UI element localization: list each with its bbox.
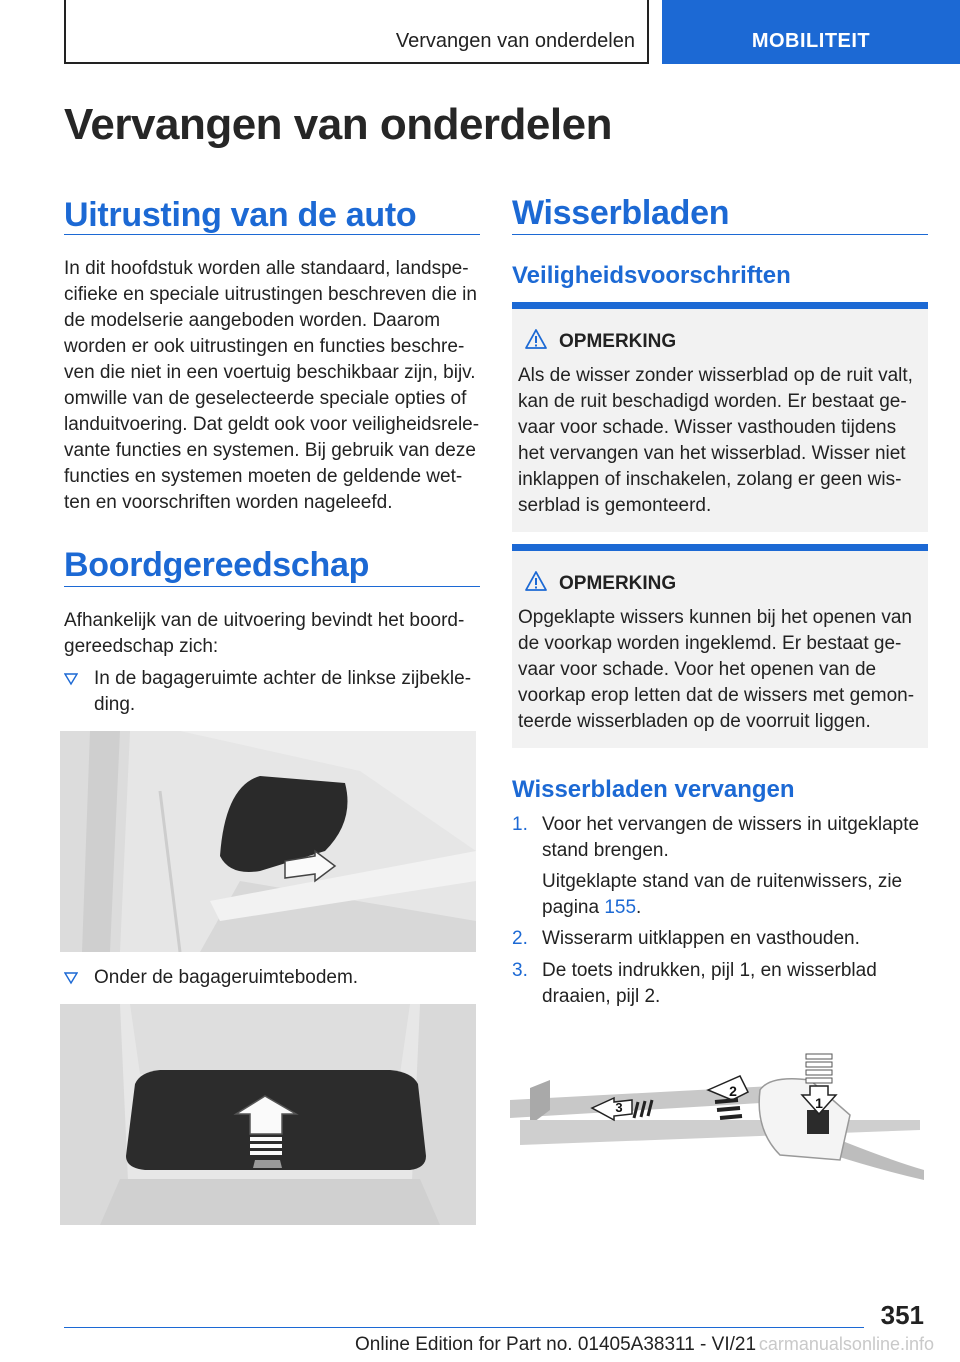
watermark: carmanualsonline.info xyxy=(758,1334,934,1354)
text-line: omwille van de geselecteerde speciale opties of xyxy=(64,388,467,409)
boot-side-panel-image xyxy=(60,731,476,952)
text-line: cifieke en speciale uitrustingen beschreven die in xyxy=(64,284,477,305)
text-line: functies en systemen moeten de geldende wet- xyxy=(64,466,463,487)
text-line: In dit hoofdstuk worden alle standaard, landspe- xyxy=(64,258,469,279)
warning-icon xyxy=(524,328,548,350)
text-line: Wisserarm uitklappen en vasthouden. xyxy=(542,928,860,949)
notice-label: OPMERKING xyxy=(559,331,677,352)
text-line: teerde wisserbladen op de voorruit liggen. xyxy=(518,711,871,732)
text-line: serblad is gemonteerd. xyxy=(518,495,712,516)
text-line: worden er ook uitrustingen en functies beschre- xyxy=(64,336,465,357)
footer-rule xyxy=(64,1327,864,1328)
page-reference-link[interactable]: 155 xyxy=(604,897,637,918)
arrow-label-1: 1 xyxy=(815,1095,823,1111)
subsection-title-veiligheid: Veiligheidsvoorschriften xyxy=(512,262,791,289)
page-title: Vervangen van onderdelen xyxy=(64,100,612,149)
section-title-wisserbladen: Wisserbladen xyxy=(512,194,730,232)
text-line: Als de wisser zonder wisserblad op de ruit valt, xyxy=(518,365,913,386)
list-item-bullet-1 xyxy=(64,666,484,718)
header-chapter-label: MOBILITEIT xyxy=(751,30,871,52)
text-segment: . xyxy=(636,897,642,918)
section-rule xyxy=(64,234,480,235)
step-number: 3. xyxy=(512,960,528,981)
text-line: Onder de bagageruimtebodem. xyxy=(94,967,359,988)
step-1 xyxy=(512,812,928,864)
text-line: De toets indrukken, pijl 1, en wisserblad xyxy=(542,960,877,981)
triangle-bullet-icon xyxy=(64,666,78,692)
warning-icon xyxy=(524,570,548,592)
text-line xyxy=(542,895,928,921)
notice-box-1 xyxy=(512,302,928,532)
text-line: Voor het vervangen de wissers in uitgeklapte xyxy=(542,814,920,835)
text-line: de modelserie aangeboden worden. Daarom xyxy=(64,310,441,331)
edition-text: Online Edition for Part no. 01405A38311 - VI/21 xyxy=(355,1334,757,1355)
step-2 xyxy=(512,926,928,952)
text-line: Afhankelijk van de uitvoering bevindt het boord- xyxy=(64,610,465,631)
text-line: ten en voorschriften worden nageleefd. xyxy=(64,492,393,513)
list-item-bullet-2 xyxy=(64,965,484,991)
paragraph-boordgereedschap xyxy=(64,608,484,660)
text-line: het vervangen van het wisserblad. Wisser niet xyxy=(518,443,906,464)
text-line: ven die niet in een voertuig beschikbaar zijn, bijv. xyxy=(64,362,476,383)
paragraph-uitrusting xyxy=(64,256,484,516)
text-line: ding. xyxy=(94,694,136,715)
page-number: 351 xyxy=(880,1300,924,1330)
text-line: inklappen of inschakelen, zolang er geen wis- xyxy=(518,469,902,490)
text-line: voorkap erop letten dat de wissers met gemon- xyxy=(518,685,915,706)
notice-label: OPMERKING xyxy=(559,573,677,594)
triangle-bullet-icon xyxy=(64,965,78,991)
wiper-blade-illustration xyxy=(510,1050,926,1180)
text-line: Uitgeklapte stand van de ruitenwissers, zie xyxy=(542,871,903,892)
text-line: Opgeklapte wissers kunnen bij het openen van xyxy=(518,607,912,628)
arrow-label-2: 2 xyxy=(729,1083,737,1099)
section-title-uitrusting: Uitrusting van de auto xyxy=(64,196,417,234)
boot-floor-image xyxy=(60,1004,476,1225)
header-section-box xyxy=(64,0,649,64)
section-title-boordgereedschap: Boordgereedschap xyxy=(64,546,370,584)
text-line: In de bagageruimte achter de linkse zijbekle- xyxy=(94,668,472,689)
subsection-title-vervangen: Wisserbladen vervangen xyxy=(512,776,795,803)
text-line: draaien, pijl 2. xyxy=(542,986,661,1007)
section-rule xyxy=(512,234,928,235)
text-line: stand brengen. xyxy=(542,840,669,861)
step-number: 1. xyxy=(512,814,528,835)
notice-box-2 xyxy=(512,544,928,748)
step-1-reference xyxy=(512,869,928,921)
text-line: vaar voor schade. Voor het openen van de xyxy=(518,659,877,680)
arrow-label-3: 3 xyxy=(615,1100,623,1115)
text-segment: pagina xyxy=(542,897,605,918)
text-line: gereedschap zich: xyxy=(64,636,219,657)
text-line: landuitvoering. Dat geldt ook voor veiligheidsrele- xyxy=(64,414,480,435)
section-rule xyxy=(64,586,480,587)
step-3 xyxy=(512,958,928,1010)
text-line: vaar voor schade. Wisser vasthouden tijdens xyxy=(518,417,897,438)
header-section-title: Vervangen van onderdelen xyxy=(395,30,635,52)
step-number: 2. xyxy=(512,928,528,949)
text-line: vante functies en systemen. Bij gebruik van deze xyxy=(64,440,476,461)
text-line: de voorkap worden ingeklemd. Er bestaat ge- xyxy=(518,633,902,654)
header-chapter-tab xyxy=(662,0,960,64)
text-line: kan de ruit beschadigd worden. Er bestaat ge- xyxy=(518,391,907,412)
